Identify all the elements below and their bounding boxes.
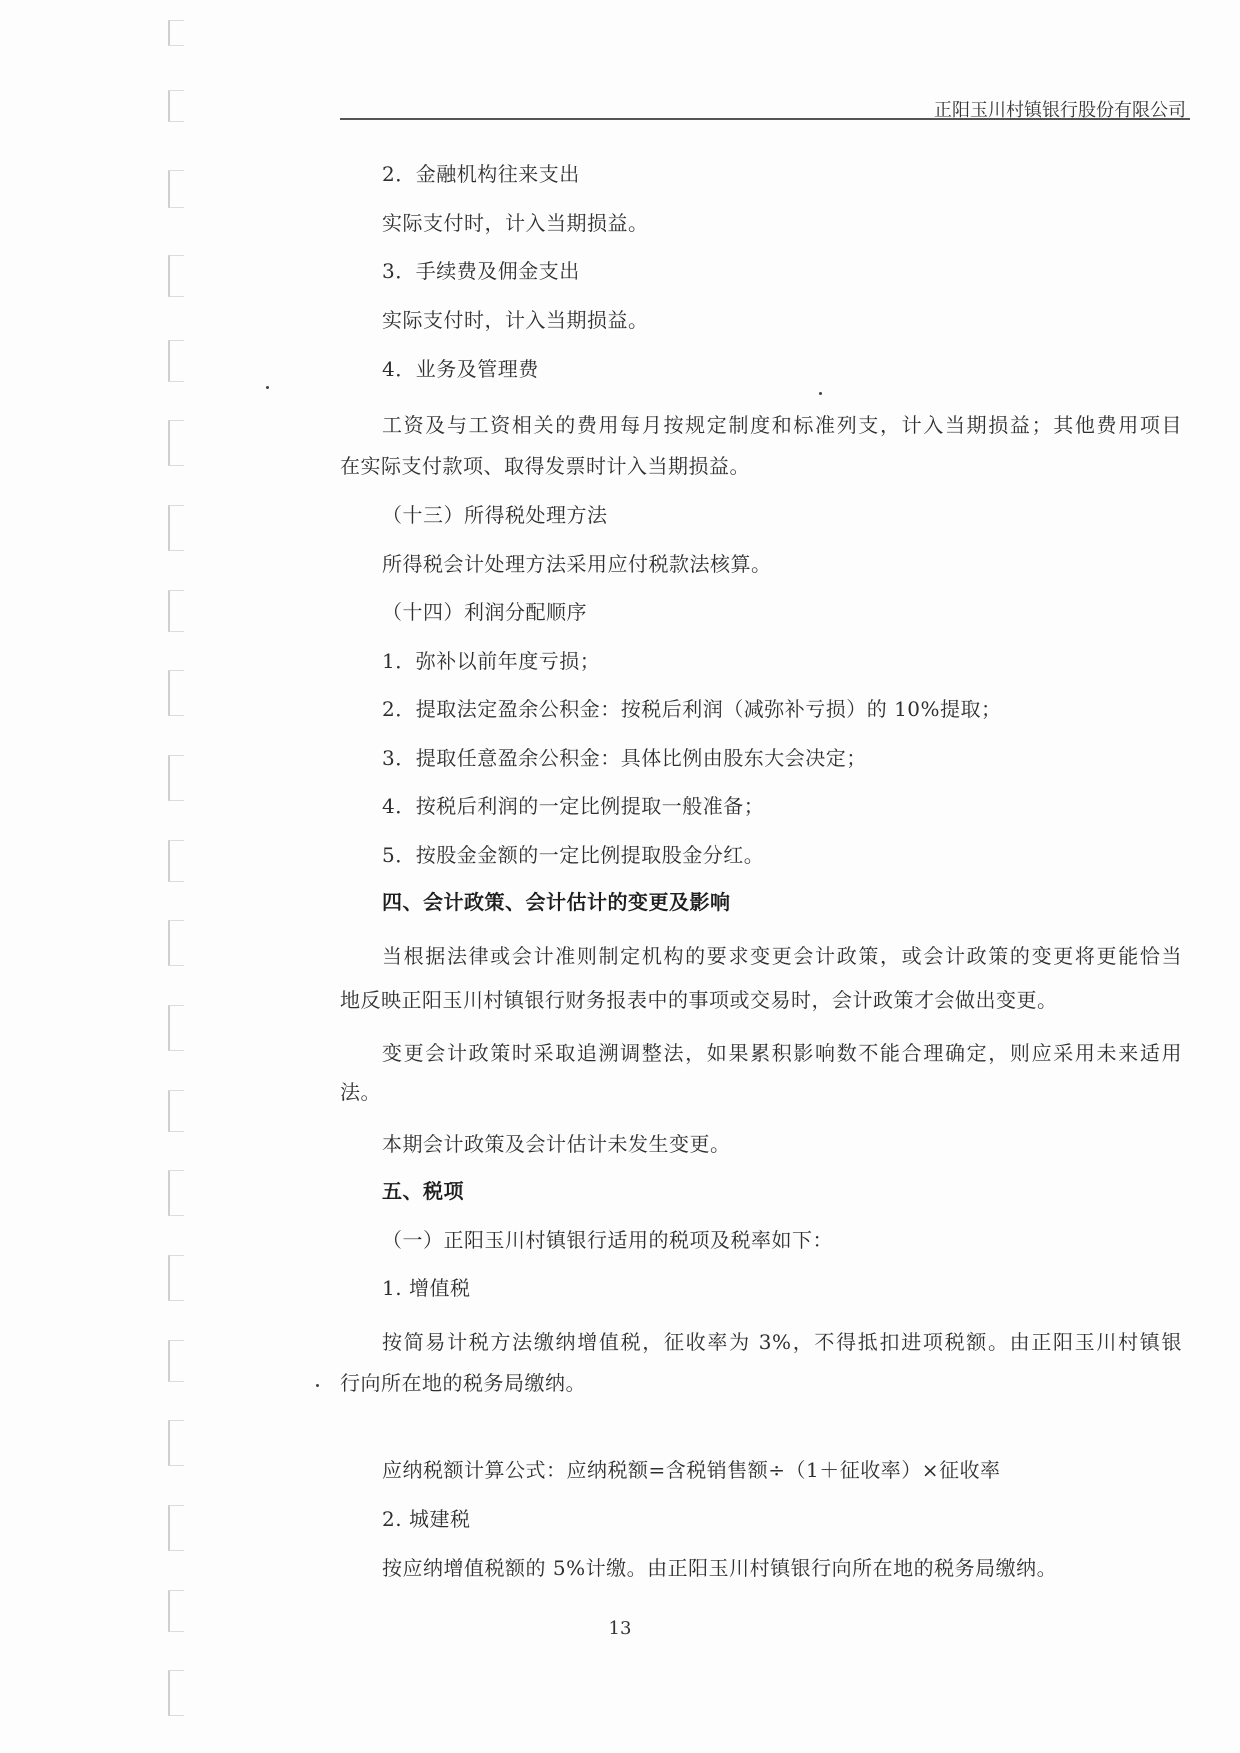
paragraph-line: 工资及与工资相关的费用每月按规定制度和标准列支，计入当期损益；其他费用项目 <box>382 413 1182 437</box>
binding-mark <box>168 920 184 966</box>
binding-mark <box>168 1170 184 1216</box>
chapter-heading: 五、税项 <box>382 1179 464 1203</box>
item-heading: 2. 城建税 <box>382 1507 471 1531</box>
scan-speck <box>316 1384 319 1387</box>
paragraph-line: 所得税会计处理方法采用应付税款法核算。 <box>382 552 772 576</box>
header-company-name: 正阳玉川村镇银行股份有限公司 <box>934 100 1186 121</box>
binding-mark <box>168 20 184 46</box>
paragraph-line: 本期会计政策及会计估计未发生变更。 <box>382 1132 731 1156</box>
list-item: 3．提取任意盈余公积金：具体比例由股东大会决定； <box>382 746 867 770</box>
section-heading: （十三）所得税处理方法 <box>382 503 608 527</box>
binding-mark <box>168 1255 184 1301</box>
paragraph-line: 当根据法律或会计准则制定机构的要求变更会计政策，或会计政策的变更将更能恰当 <box>382 944 1182 968</box>
item-heading: 4．业务及管理费 <box>382 357 539 381</box>
item-heading: 1. 增值税 <box>382 1276 471 1300</box>
binding-mark <box>168 670 184 716</box>
paragraph-line: 行向所在地的税务局缴纳。 <box>340 1371 586 1395</box>
binding-mark <box>168 1420 184 1466</box>
list-item: 5．按股金金额的一定比例提取股金分红。 <box>382 843 765 867</box>
chapter-heading: 四、会计政策、会计估计的变更及影响 <box>382 890 731 914</box>
binding-mark <box>168 755 184 801</box>
binding-mark <box>168 1090 184 1132</box>
list-item: 2．提取法定盈余公积金：按税后利润（减弥补亏损）的 10%提取； <box>382 697 1002 721</box>
paragraph-line: 法。 <box>340 1080 381 1104</box>
item-heading: 3．手续费及佣金支出 <box>382 259 580 283</box>
header-rule <box>340 118 1190 120</box>
binding-mark <box>168 840 184 882</box>
formula-line: 应纳税额计算公式：应纳税额=含税销售额÷（1＋征收率）×征收率 <box>382 1458 1001 1482</box>
binding-mark <box>168 1340 184 1382</box>
binding-mark <box>168 1670 184 1716</box>
list-item: 4．按税后利润的一定比例提取一般准备； <box>382 794 765 818</box>
binding-mark <box>168 255 184 297</box>
scan-speck <box>266 386 269 389</box>
binding-mark <box>168 590 184 632</box>
item-heading: 2．金融机构往来支出 <box>382 162 580 186</box>
paragraph-line: 按应纳增值税额的 5%计缴。由正阳玉川村镇银行向所在地的税务局缴纳。 <box>382 1556 1058 1580</box>
section-heading: （十四）利润分配顺序 <box>382 600 587 624</box>
binding-mark <box>168 1505 184 1551</box>
paragraph-line: 实际支付时，计入当期损益。 <box>382 211 649 235</box>
binding-mark <box>168 1005 184 1051</box>
paragraph-line: 按简易计税方法缴纳增值税，征收率为 3%，不得抵扣进项税额。由正阳玉川村镇银 <box>382 1330 1182 1354</box>
section-heading: （一）正阳玉川村镇银行适用的税项及税率如下： <box>382 1228 833 1252</box>
paragraph-line: 在实际支付款项、取得发票时计入当期损益。 <box>340 454 750 478</box>
binding-mark <box>168 340 184 382</box>
paragraph-line: 地反映正阳玉川村镇银行财务报表中的事项或交易时，会计政策才会做出变更。 <box>340 988 1058 1012</box>
paragraph-line: 变更会计政策时采取追溯调整法，如果累积影响数不能合理确定，则应采用未来适用 <box>382 1041 1182 1065</box>
scan-speck <box>819 392 822 395</box>
binding-mark <box>168 420 184 466</box>
binding-mark <box>168 90 184 122</box>
paragraph-line: 实际支付时，计入当期损益。 <box>382 308 649 332</box>
binding-mark <box>168 170 184 208</box>
binding-mark <box>168 505 184 551</box>
list-item: 1．弥补以前年度亏损； <box>382 649 601 673</box>
page-number: 13 <box>608 1618 632 1639</box>
